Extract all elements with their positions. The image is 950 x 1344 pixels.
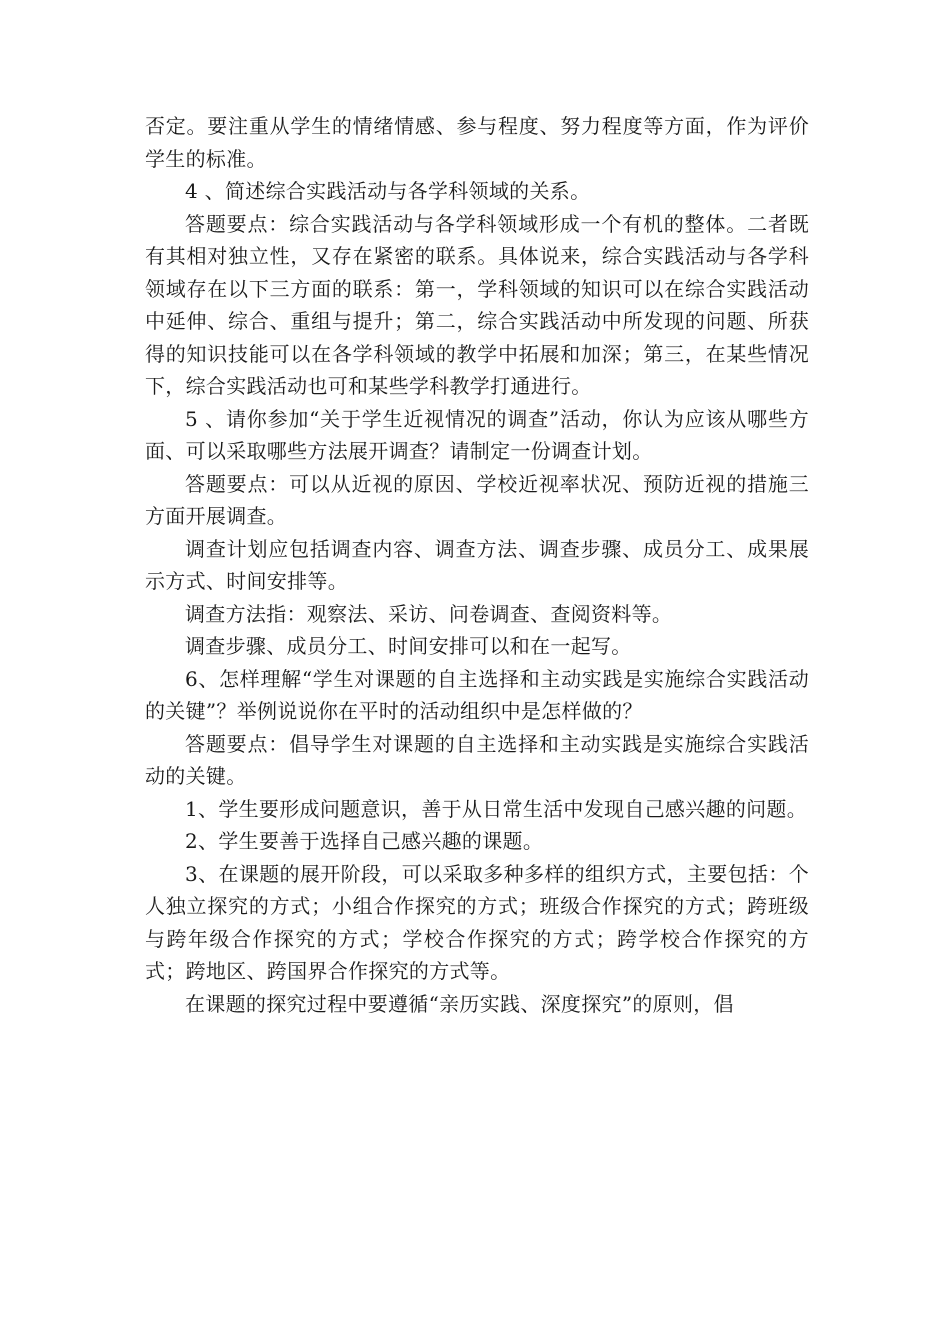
paragraph-12: 2、学生要善于选择自己感兴趣的课题。 (185, 829, 544, 853)
paragraph-8: 调查步骤、成员分工、时间安排可以和在一起写。 (185, 634, 632, 658)
paragraph-4: 5 、请你参加“关于学生近视情况的调查”活动，你认为应该从哪些方面、可以采取哪些方法展开调查？请制定一份调查计划。 (145, 406, 809, 463)
paragraph-9: 6、怎样理解“学生对课题的自主选择和主动实践是实施综合实践活动的关键”？举例说说你在平时的活动组织中是怎样做的？ (145, 666, 809, 723)
paragraph-13: 3、在课题的展开阶段，可以采取多种多样的组织方式，主要包括：个人独立探究的方式；小组合作探究的方式；班级合作探究的方式；跨班级与跨年级合作探究的方式；学校合作探究的方式；跨学校合作探究的方式；跨地区、跨国界合作探究的方式等。 (145, 861, 809, 983)
paragraph-7: 调查方法指：观察法、采访、问卷调查、查阅资料等。 (185, 601, 673, 626)
paragraph-6: 调查计划应包括调查内容、调查方法、调查步骤、成员分工、成果展示方式、时间安排等。 (145, 536, 809, 593)
paragraph-5: 答题要点：可以从近视的原因、学校近视率状况、预防近视的措施三方面开展调查。 (145, 471, 809, 528)
paragraph-2: 4 、简述综合实践活动与各学科领域的关系。 (185, 179, 591, 203)
paragraph-1: 否定。要注重从学生的情绪情感、参与程度、努力程度等方面，作为评价学生的标准。 (145, 114, 809, 171)
document-page (145, 110, 809, 1020)
paragraph-10: 答题要点：倡导学生对课题的自主选择和主动实践是实施综合实践活动的关键。 (145, 731, 809, 788)
paragraph-14: 在课题的探究过程中要遵循“亲历实践、深度探究”的原则，倡 (185, 991, 734, 1016)
paragraph-11: 1、学生要形成问题意识，善于从日常生活中发现自己感兴趣的问题。 (185, 796, 808, 821)
paragraph-3: 答题要点：综合实践活动与各学科领域形成一个有机的整体。二者既有其相对独立性，又存在紧密的联系。具体说来，综合实践活动与各学科领域存在以下三方面的联系：第一，学科领域的知识可以在综合实践活动中延伸、综合、重组与提升；第二，综合实践活动中所发现的问题、所获得的知识技能可以在各学科领域的教学中拓展和加深；第三，在某些情况下，综合实践活动也可和某些学科教学打通进行。 (145, 211, 809, 398)
